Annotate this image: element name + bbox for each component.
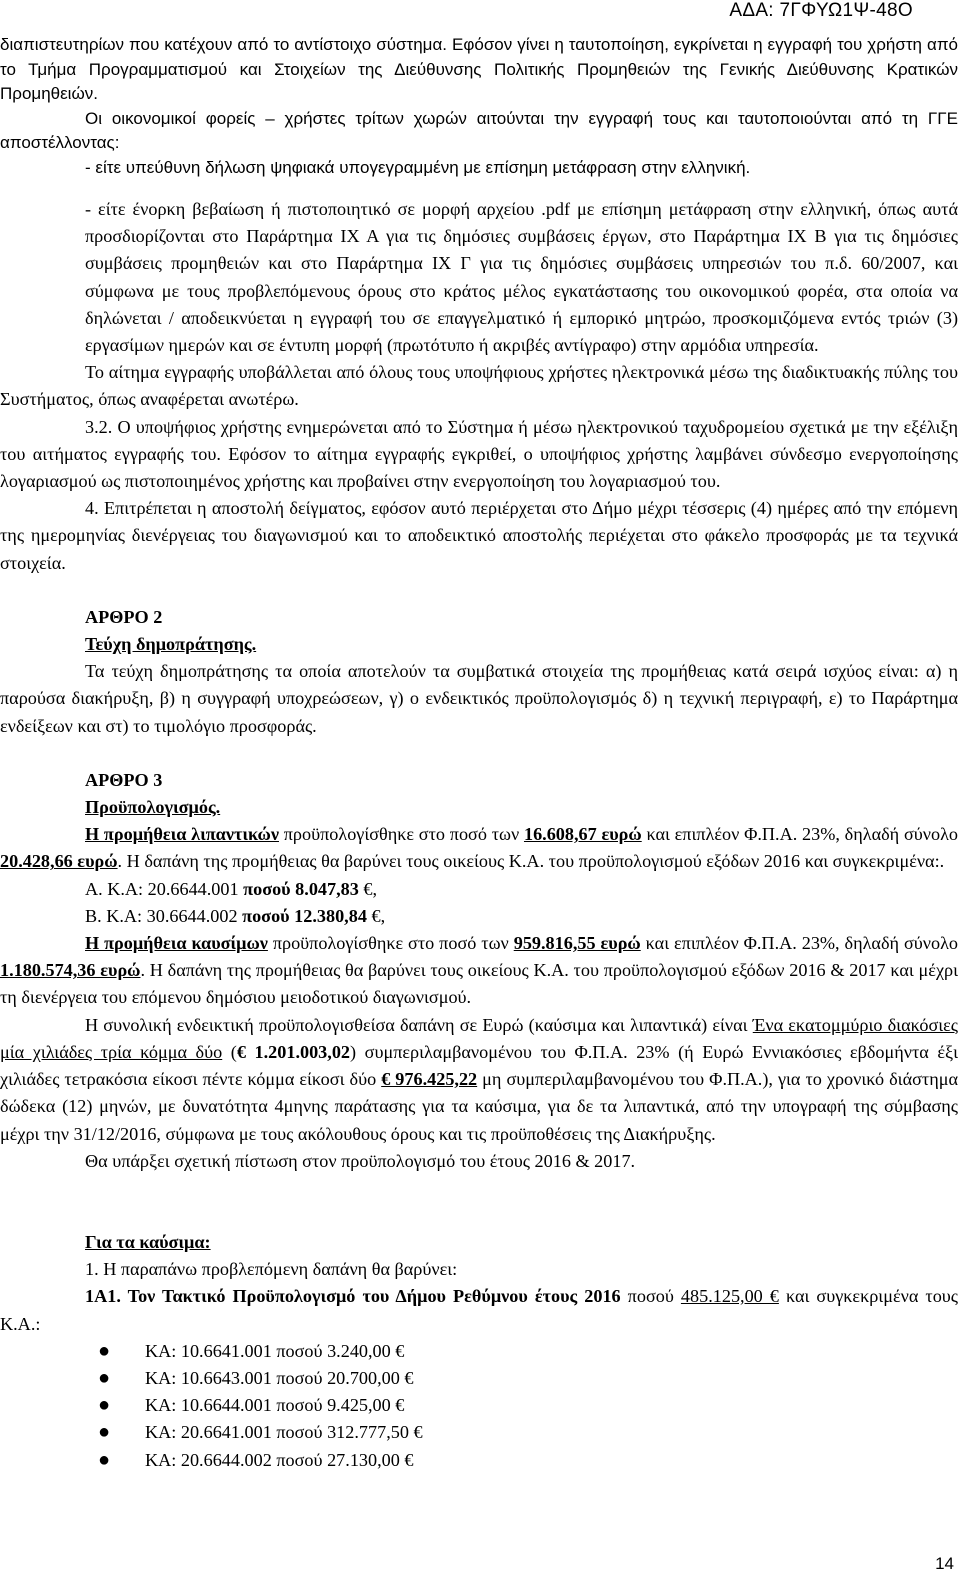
- total-budget-paragraph: [0, 1012, 958, 1148]
- total-text-2: ) συμπεριλαμβανομένου του Φ.Π.Α. 23% (ή Ευρώ Εννιακόσιες εβδομήντα έξι χιλιάδες τετρακόσια είκοσι πέντε κόμμα είκοσι δύο: [0, 1041, 959, 1090]
- total-in-words: Ένα εκατομμύριο διακόσιες μία χιλιάδες τρία κόμμα δύο: [0, 1014, 959, 1062]
- account-text: ΚΑ: 20.6641.001 ποσού 312.777,50 €: [145, 1422, 423, 1443]
- budget-line-a: [0, 876, 958, 903]
- line-b-amount: ποσού 12.380,84: [242, 905, 372, 926]
- account-text: ΚΑ: 10.6641.001 ποσού 3.240,00 €: [145, 1340, 405, 1361]
- account-list: [0, 1338, 958, 1474]
- bullet-icon: ●: [98, 1394, 111, 1417]
- list-item: [0, 1338, 958, 1365]
- lubricants-text-1: προϋπολογίσθηκε στο ποσό των: [278, 824, 524, 845]
- list-item-affidavit-start: [0, 196, 958, 359]
- fuel-text-1: προϋπολογίσθηκε στο ποσό των: [267, 933, 514, 954]
- fuel-total: 1.180.574,36 ευρώ: [0, 960, 141, 981]
- paragraph-4-sample: 4. Επιτρέπεται η αποστολή δείγματος, εφόσον αυτό περιέρχεται στο Δήμο μέχρι τέσσερις (4) ημέρες από την επόμενη της ημερομηνίας διενέργειας του διαγωνισμού και το αποδεικτικό αποστολής περιέχεται στο φάκελο προσφοράς με τα τεχνικά στοιχεία.: [0, 498, 958, 573]
- fuel-section-heading: Για τα καύσιμα:: [85, 1231, 211, 1252]
- list-item-declaration: - είτε υπεύθυνη δήλωση ψηφιακά υπογεγραμμένη με επίσημη μετάφραση στην ελληνική.: [85, 157, 751, 177]
- fuel-text-2: και επιπλέον Φ.Π.Α. 23%, δηλαδή σύνολο: [640, 933, 958, 954]
- paragraph-3-2: 3.2. Ο υποψήφιος χρήστης ενημερώνεται από το Σύστημα ή μέσω ηλεκτρονικού ταχυδρομείου σχετικά με την εξέλιξη του αιτήματος εγγραφής του. Εφόσον το αίτημα εγγραφής εγκριθεί, ο υποψήφιος χρήστης λαμβάνει σύνδεσμο ενεργοποίησης λογαριασμού ως πιστοποιημένος χρήστης και προβαίνει στην ενεργοποίηση του λογαριασμού του.: [0, 416, 958, 492]
- line-b-code: Β. Κ.Α: 30.6644.002: [85, 905, 243, 926]
- line-a-euro: €,: [363, 878, 378, 899]
- total-text-open: (: [222, 1041, 237, 1062]
- account-text: ΚΑ: 10.6644.001 ποσού 9.425,00 €: [145, 1395, 405, 1416]
- bullet-icon: ●: [98, 1448, 111, 1471]
- lubricants-label: Η προμήθεια λιπαντικών: [85, 824, 279, 845]
- item-1a1-label: 1Α1. Τον Τακτικό Προϋπολογισμό του Δήμου Ρεθύμνου έτους 2016: [85, 1286, 621, 1307]
- paragraph-registration-request: Το αίτημα εγγραφής υποβάλλεται από όλους τους υποψήφιους χρήστες ηλεκτρονικά μέσω της διαδικτυακής πύλης του Συστήματος, όπως αναφέρεται ανωτέρω.: [0, 362, 958, 410]
- fuel-paragraph: [0, 930, 958, 1012]
- fuel-item-1: 1. Η παραπάνω προβλεπόμενη δαπάνη θα βαρύνει:: [85, 1259, 458, 1280]
- lubricants-text-2: και επιπλέον Φ.Π.Α. 23%, δηλαδή σύνολο: [641, 824, 958, 845]
- bullet-icon: ●: [98, 1366, 111, 1389]
- paragraph-third-countries: Οι οικονομικοί φορείς – χρήστες τρίτων χωρών αιτούνται την εγγραφή τους και ταυτοποιούνται από τη ΓΓΕ αποστέλλοντας:: [0, 108, 958, 152]
- fuel-label: Η προμήθεια καυσίμων: [85, 933, 268, 954]
- article-2-subheading: Τεύχη δημοπράτησης.: [85, 634, 257, 655]
- page-number: 14: [935, 1554, 954, 1573]
- list-item: [0, 1419, 958, 1446]
- credit-paragraph: Θα υπάρξει σχετική πίστωση στον προϋπολογισμό του έτους 2016 & 2017.: [85, 1150, 636, 1171]
- bullet-icon: ●: [98, 1339, 111, 1362]
- fuel-item-1a1: [0, 1283, 958, 1337]
- line-b-euro: €,: [371, 905, 386, 926]
- article-3-heading: ΑΡΘΡΟ 3: [85, 769, 163, 790]
- fuel-text-3: . Η δαπάνη της προμήθειας θα βαρύνει τους οικείους Κ.Α. του προϋπολογισμού εξόδων 2016 & 2017 και μέχρι τη διενέργεια του επόμενου δημόσιου μειοδοτικού διαγωνισμού.: [0, 960, 958, 1008]
- account-text: ΚΑ: 20.6644.002 ποσού 27.130,00 €: [145, 1449, 414, 1470]
- item-1a1-end: και συγκεκριμένα τους Κ.Α.:: [0, 1286, 958, 1334]
- item-1a1-text: ποσού: [620, 1286, 681, 1307]
- total-text-3: μη συμπεριλαμβανομένου του Φ.Π.Α.), για το χρονικό διάστημα δώδεκα (12) μηνών, με δυνατότητα 4μηνης παράτασης για τα καύσιμα, για δε τα λιπαντικά, από την υπογραφή της σύμβασης μέχρι την 31/12/2016, σύμφωνα με τους ακόλουθους όρους και τις προϋποθέσεις της Διακήρυξης.: [0, 1069, 959, 1144]
- list-item: [0, 1392, 958, 1419]
- account-text: ΚΑ: 10.6643.001 ποσού 20.700,00 €: [145, 1367, 414, 1388]
- fuel-amount: 959.816,55 ευρώ: [513, 933, 641, 954]
- intro-section-serif: [0, 196, 958, 1474]
- list-item: [0, 1447, 958, 1474]
- intro-section: [0, 33, 958, 180]
- affidavit-text: - είτε ένορκη βεβαίωση ή πιστοποιητικό σε μορφή αρχείου .pdf με επίσημη μετάφραση στην ελληνική, όπως αυτά προσδιορίζονται στο Παράρτημα ΙΧ Α για τις δημόσιες συμβάσεις έργων, στο Παράρτημα ΙΧ Β για τις δημόσιες συμβάσεις προμηθειών και στο Παράρτημα ΙΧ Γ για τις δημόσιες συμβάσεις υπηρεσιών του π.δ. 60/2007, και σύμφωνα με τους προβλεπόμενους όρους στο κράτος μέλος εγκατάστασης του οικονομικού φορέα, στα οποία να δηλώνεται / αποδεικνύεται η εγγραφή του σε επαγγελματικό ή εμπορικό μητρώο, προσκομιζόμενα εντός τριών (3) εργασίμων ημερών και σε έντυπη μορφή (πρωτότυπο ή ακριβές αντίγραφο) στην αρμόδια υπηρεσία.: [85, 199, 958, 356]
- line-a-code: Α. Κ.Α: 20.6644.001: [85, 878, 244, 899]
- budget-line-b: [0, 903, 958, 930]
- lubricants-total: 20.428,66 ευρώ: [0, 851, 118, 872]
- total-text-1: Η συνολική ενδεικτική προϋπολογισθείσα δαπάνη σε Ευρώ (καύσιμα και λιπαντικά) είναι: [85, 1014, 753, 1035]
- item-1a1-amount: 485.125,00 €: [680, 1286, 779, 1307]
- total-amount-net: € 976.425,22: [381, 1069, 478, 1090]
- article-3-subheading: Προϋπολογισμός.: [85, 797, 221, 818]
- line-a-amount: ποσού 8.047,83: [243, 878, 364, 899]
- document-code: ΑΔΑ: 7ΓΦΥΩ1Ψ-48Ο: [729, 0, 913, 21]
- lubricants-text-3: . Η δαπάνη της προμήθειας θα βαρύνει τους οικείους Κ.Α. του προϋπολογισμού εξόδων 2016 και συγκεκριμένα:.: [117, 851, 945, 872]
- list-item: [0, 1365, 958, 1392]
- total-amount: € 1.201.003,02: [236, 1041, 351, 1062]
- bullet-icon: ●: [98, 1421, 111, 1444]
- article-2-text: Τα τεύχη δημοπράτησης τα οποία αποτελούν τα συμβατικά στοιχεία της προμήθειας κατά σειρά ισχύος είναι: α) η παρούσα διακήρυξη, β) η συγγραφή υποχρεώσεων, γ) ο ενδεικτικός προϋπολογισμός δ) η τεχνική περιγραφή, ε) το Παράρτημα ενδείξεων και στ) το τιμολόγιο προσφοράς.: [0, 661, 958, 736]
- article-2-heading: ΑΡΘΡΟ 2: [85, 606, 163, 627]
- paragraph-credentials: διαπιστευτηρίων που κατέχουν από το αντίστοιχο σύστημα. Εφόσον γίνει η ταυτοποίηση, εγκρίνεται η εγγραφή του χρήστη από το Τμήμα Προγραμματισμού και Στοιχείων της Διεύθυνσης Πολιτικής Προμηθειών της Γενικής Διεύθυνσης Κρατικών Προμηθειών.: [0, 35, 958, 103]
- lubricants-amount: 16.608,67 ευρώ: [523, 824, 642, 845]
- lubricants-paragraph: [0, 821, 958, 875]
